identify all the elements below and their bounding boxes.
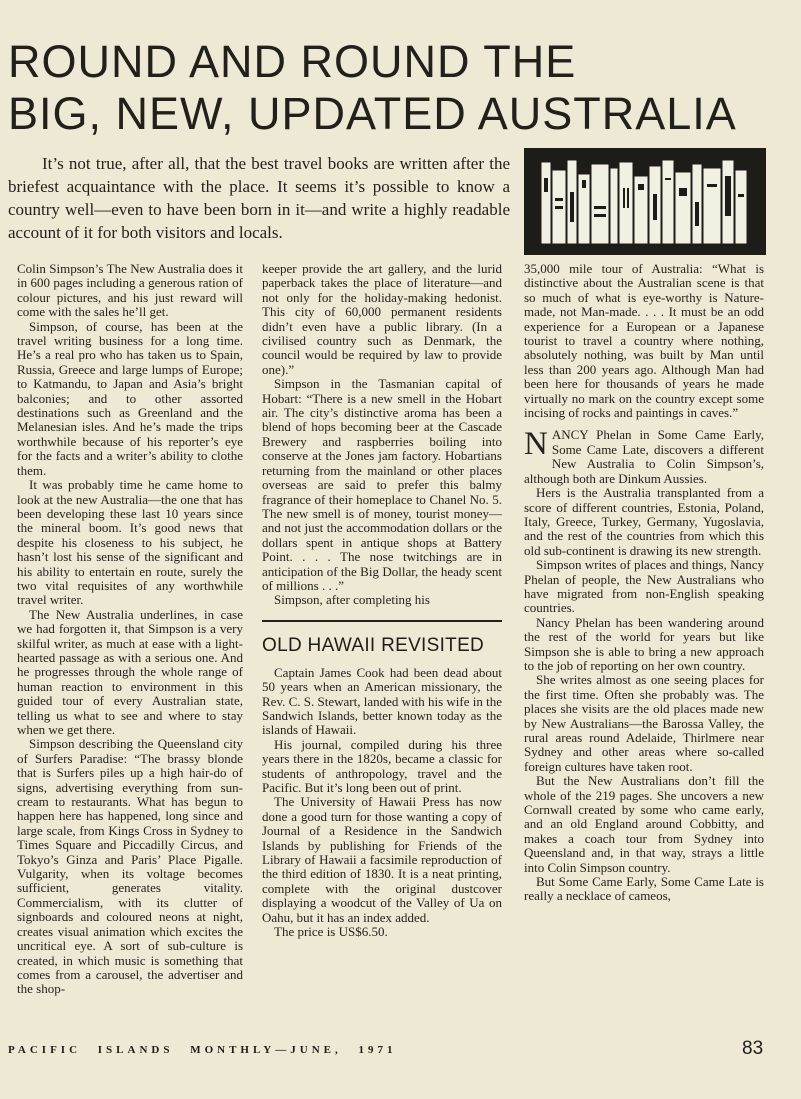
paragraph: It was probably time he came home to look at the new Australia—the one that has been developing these last 10 years since the mineral boom. It’s good news that despite his closeness to his subject, he hasn’t lost his sense of the significant and his ability to entertain en route, surely the two vital requisites of any worthwhile travel writer. bbox=[17, 477, 243, 608]
article-column-1 bbox=[17, 262, 243, 997]
section-heading: OLD HAWAII REVISITED bbox=[262, 634, 485, 656]
paragraph: The University of Hawaii Press has now done a good turn for those wanting a copy of Journal of a Residence in the Sandwich Islands by publishing for Friends of the Library of Hawaii a facsimile reproduction of the third edition of 1830. It is a neat printing, complete with the original dustcover displaying a woodcut of the Valley of Ua on Oahu, but it has an index added. bbox=[262, 794, 502, 925]
paragraph: The price is US$6.50. bbox=[274, 924, 388, 940]
paragraph: Simpson, of course, has been at the travel writing business for a long time. He’s a real pro who has taken us to Spain, Russia, Greece and large lumps of Europe; to Katmandu, to Japan and Asia’s bright balconies; and to other assorted destinations such as Greenland and the Melanesian isles. And he’s made the trips worthwhile because of his reporter’s eye for the facts and a writer’s ability to clothe them. bbox=[17, 318, 243, 478]
paragraph: But the New Australians don’t fill the whole of the 219 pages. She uncovers a new Cornwall created by some who came early, and an old England around Cobbitty, and makes a coach tour from Sydney into Queensland and, in that way, strays a little into Colin Simpson country. bbox=[524, 773, 764, 875]
lead-paragraph bbox=[524, 428, 764, 486]
paragraph: Captain James Cook had been dead about 50 years when an American missionary, the Rev. C. S. Stewart, landed with his wife in the Sandwich Islands, better known today as the islands of Hawaii. bbox=[262, 664, 502, 738]
paragraph: Nancy Phelan has been wandering around the rest of the world for years but like Simpson she is able to bring a new approach to the job of reporting on her own country. bbox=[524, 614, 764, 673]
page-number: 83 bbox=[742, 1038, 764, 1059]
article-column-3 bbox=[524, 262, 764, 904]
paragraph: His journal, compiled during his three years there in the 1820s, became a classic for students of anthropology, travel and the Pacific. But it’s long been out of print. bbox=[262, 736, 502, 795]
paragraph: Simpson, after completing his bbox=[274, 592, 430, 608]
paragraph: The New Australia underlines, in case we had forgotten it, that Simpson is a very skilful writer, as much at ease with a light-hearted passage as with a serious one. And he progresses through the whole range of human reaction to environment in this guided tour of every Australian state, telling us what to see and where to stay when we get there. bbox=[17, 606, 243, 737]
drop-cap: N bbox=[524, 426, 548, 463]
paragraph: She writes almost as one seeing places for the first time. Often she probably was. The places she visits are the old places made new by New Australians—the Barossa Valley, the rural areas round Adelaide, Thirlmere near Sydney and other areas where so-called foreign cultures have taken root. bbox=[524, 672, 764, 774]
paragraph: But Some Came Early, Some Came Late is really a necklace of cameos, bbox=[524, 874, 764, 904]
running-footer: PACIFIC ISLANDS MONTHLY—JUNE, 1971 bbox=[8, 1044, 397, 1056]
article-column-2 bbox=[262, 262, 502, 939]
paragraph: keeper provide the art gallery, and the lurid paperback takes the place of literature—and not only for the holiday-making hedonist. This city of 60,000 permanent residents didn’t even have a public library. (In a civilised country such as Denmark, the council would be required by law to provide one).” bbox=[262, 261, 502, 377]
paragraph: Simpson in the Tasmanian capital of Hobart: “There is a new smell in the Hobart air. The city’s distinctive aroma has been a blend of hops becoming beer at the Cascade Brewery and raspberries boiling into conserve at the Jones jam factory. Hobartians returning from the mainland or other places overseas are said to prefer this balmy fragrance of their homeplace to Chanel No. 5. The new smell is of money, tourist money—and not just the accommodation dollars or the dollars spent in antique shops at Battery Point. . . . The nose twitchings are in anticipation of the Big Dollar, the heady scent of millions . . .” bbox=[262, 376, 502, 593]
paragraph: Simpson describing the Queensland city of Surfers Paradise: “The brassy blonde that is Surfers piles up a high hair-do of signs, advertising everything from sun-cream to restaurants. What has begun to happen here has happened, long since and large scale, from Kings Cross in Sydney to Times Square and Piccadilly Circus, and Tokyo’s Ginza and Paris’ Place Pigalle. Vulgarity, when its voltage becomes sufficient, generates vitality. Commercialism, with its clutter of signboards and coloured neons at night, creates visual animation which excites the uncritical eye. A sort of sub-culture is created, in which music is something that comes from a carousel, the advertiser and the shop- bbox=[17, 736, 243, 997]
bookshelf-icon bbox=[524, 148, 766, 255]
paragraph: Colin Simpson’s The New Australia does it in 600 pages including a generous ration of colour pictures, and his just reward will come with the sales he’ll get. bbox=[17, 261, 243, 320]
paragraph: Simpson writes of places and things, Nancy Phelan of people, the New Australians who have migrated from non-English speaking countries. bbox=[524, 557, 764, 616]
lead-text: ANCY Phelan in Some Came Early, Some Came Late, discovers a different New Australia to Colin Simpson’s, although both are Dinkum Aussies. bbox=[524, 427, 764, 486]
paragraph: 35,000 mile tour of Australia: “What is distinctive about the Australian scene is that so much of what is eye-worthy is Nature-made, not Man-made. . . . It must be an odd experience for a European or a Japanese tourist to travel a country where nothing, absolutely nothing, was built by Man until less than 200 years ago. Although Man had been here for thousands of years he made virtually no mark on the country except some incising of rocks and paintings in caves.” bbox=[524, 261, 764, 421]
headline-line-2: BIG, NEW, UPDATED AUSTRALIA bbox=[8, 88, 737, 139]
intro-paragraph: It’s not true, after all, that the best travel books are written after the briefest acquaintance with the place. It seems it’s possible to know a country well—even to have been born in it—and write a highly readable account of it for both visitors and locals. bbox=[8, 154, 510, 242]
headline-line-1: ROUND AND ROUND THE bbox=[8, 36, 577, 87]
paragraph: Hers is the Australia transplanted from a score of different countries, Estonia, Poland, Italy, Greece, Turkey, Germany, Yugoslavia, and the rest of the countries from which this old sub-continent is drawing its new strength. bbox=[524, 485, 764, 558]
bookshelf-illustration bbox=[524, 148, 766, 255]
section-divider bbox=[262, 620, 502, 622]
